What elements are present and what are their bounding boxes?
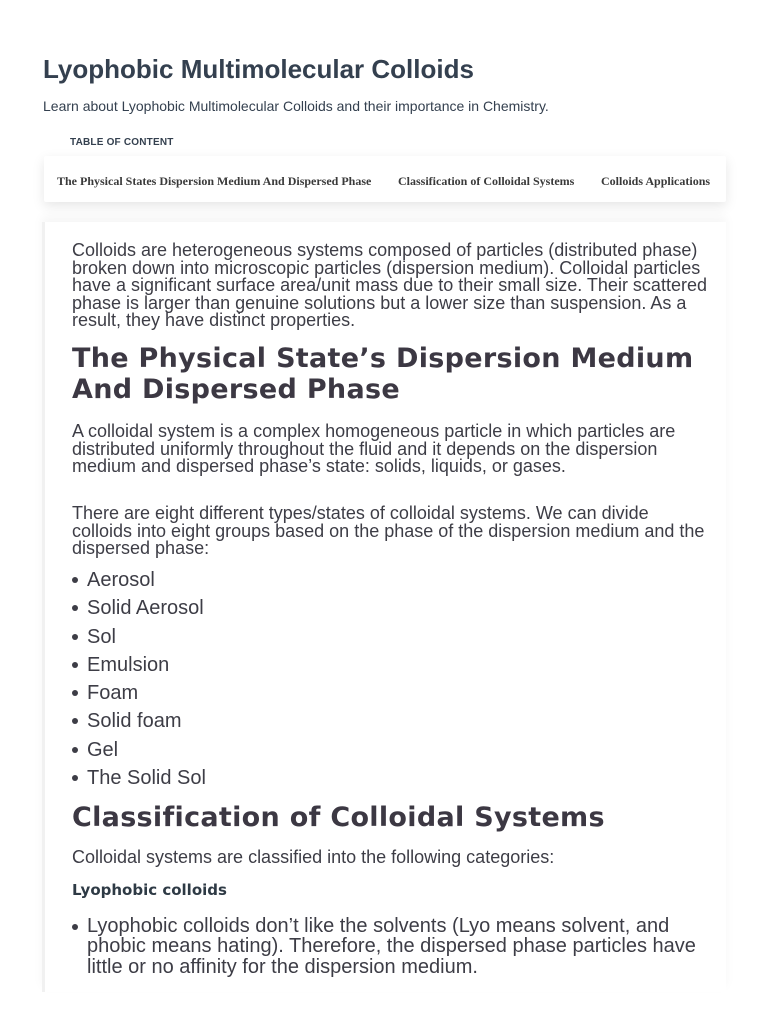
bullet-icon: [72, 747, 78, 753]
list-item: The Solid Sol: [72, 764, 712, 792]
bullet-icon: [72, 718, 78, 724]
toc-heading: TABLE OF CONTENT: [70, 137, 174, 148]
toc-link-classification[interactable]: Classification of Colloidal Systems: [398, 174, 575, 188]
bullet-icon: [72, 775, 78, 781]
subsection-heading-lyophobic: Lyophobic colloids: [72, 881, 227, 899]
list-item: Foam: [72, 679, 712, 707]
list-item: Lyophobic colloids don’t like the solvents (Lyo means solvent, and phobic means hating). Therefore, the dispersed phase particles have little or no affinity for the dispersion medium.: [72, 916, 712, 977]
bullet-icon: [72, 690, 78, 696]
list-item: Aerosol: [72, 566, 712, 594]
section-heading-classification: Classification of Colloidal Systems: [72, 802, 605, 833]
section-heading-physical-states: The Physical State’s Dispersion Medium And Dispersed Phase: [72, 343, 694, 405]
list-item: Solid Aerosol: [72, 594, 712, 622]
physical-states-paragraph: A colloidal system is a complex homogeneous particle in which particles are distributed uniformly throughout the fluid and it depends on the dispersion medium and dispersed phase’s state: solids, liquids, or gases.: [72, 421, 676, 477]
colloid-types-list: [72, 566, 712, 792]
classification-paragraph: Colloidal systems are classified into the following categories:: [72, 847, 555, 867]
list-item: Solid foam: [72, 707, 712, 735]
intro-paragraph: Colloids are heterogeneous systems composed of particles (distributed phase) broken down into microscopic particles (dispersion medium). Colloidal particles have a significant surface area/unit mass due to their small size. Their scattered phase is larger than genuine solutions but a lower size than suspension. As a result, they have distinct properties.: [72, 240, 707, 331]
bullet-icon: [72, 577, 78, 583]
article-content: [42, 222, 726, 992]
list-item: Sol: [72, 623, 712, 651]
lyophobic-list: [72, 916, 712, 977]
bullet-icon: [72, 924, 78, 930]
bullet-icon: [72, 662, 78, 668]
bullet-icon: [72, 605, 78, 611]
page-title: Lyophobic Multimolecular Colloids: [43, 54, 474, 84]
table-of-contents: [44, 156, 726, 202]
list-item: Emulsion: [72, 651, 712, 679]
list-item: Gel: [72, 736, 712, 764]
colloid-types-paragraph: There are eight different types/states of colloidal systems. We can divide colloids into eight groups based on the phase of the dispersion medium and the dispersed phase:: [72, 503, 705, 559]
page-subtitle: Learn about Lyophobic Multimolecular Colloids and their importance in Chemistry.: [43, 98, 549, 114]
toc-link-physical-states[interactable]: The Physical States Dispersion Medium And Dispersed Phase: [57, 174, 372, 188]
bullet-icon: [72, 634, 78, 640]
toc-link-colloids-applications[interactable]: Colloids Applications: [601, 174, 711, 188]
